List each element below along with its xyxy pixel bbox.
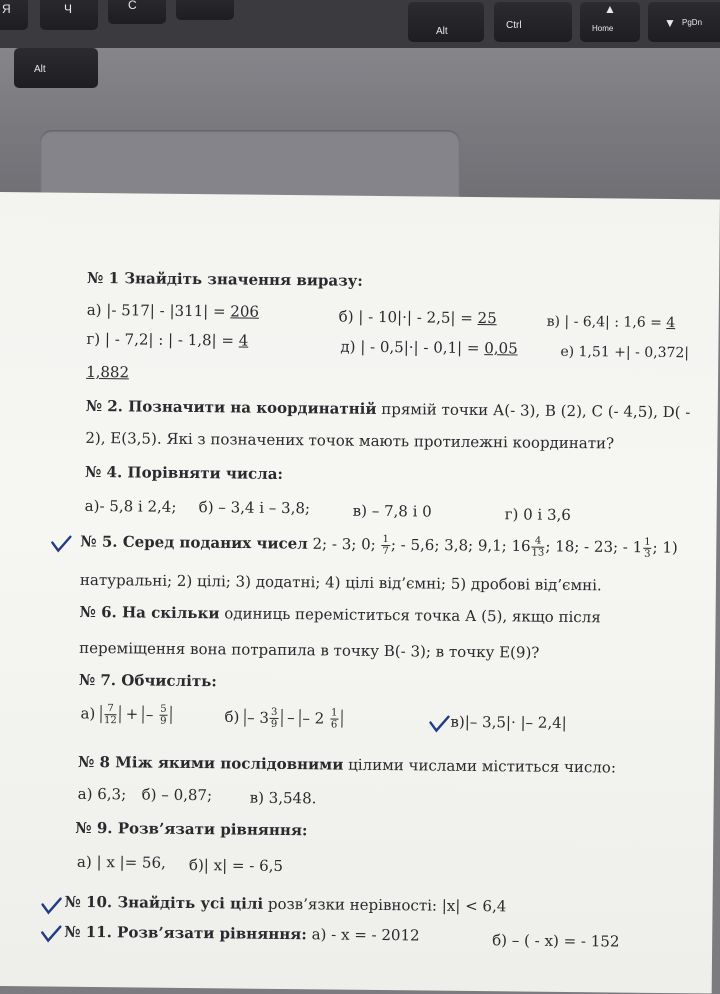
arrow-up-icon: ▲ (604, 2, 616, 16)
task-1-d-answer: 0,05 (484, 339, 518, 358)
task-7-title: № 7. Обчисліть: (78, 670, 217, 691)
task-9-title: № 9. Розв’язати рівняння: (75, 818, 308, 840)
task-6-line-2: переміщення вона потрапила в точку В(- 3); в точку Е(9)? (79, 638, 540, 662)
task-7-v: в)|– 3,5|· |– 2,4| (450, 712, 567, 732)
task-11-b: б) – ( - x) = - 152 (492, 931, 620, 951)
key-ch[interactable]: Ч (40, 0, 98, 30)
task-2-line-1: № 2. Позначити на координатній прямій точки А(- 3), В (2), С (- 4,5), D( - (85, 396, 691, 422)
task-1-v: в) | - 6,4| : 1,6 = 4 (546, 313, 676, 332)
task-4-b: б) – 3,4 і – 3,8; (198, 498, 311, 518)
task-6-line-1: № 6. На скільки одиниць переміститься точка А (5), якщо після (79, 602, 601, 627)
key-alt-left[interactable]: Alt (14, 48, 98, 88)
key-alt-right[interactable]: Alt (408, 2, 484, 42)
task-4-g: г) 0 і 3,6 (504, 505, 571, 524)
task-7-b: б) – 3 $\frac{3}{9}$ – – 2 $\frac{1}{6}$ (224, 706, 342, 730)
key-pgdn[interactable]: ▼ PgDn (648, 2, 720, 42)
task-1-e-answer: 1,882 (86, 362, 130, 382)
key-s[interactable]: С (108, 0, 166, 24)
checkmark-icon (50, 535, 72, 553)
arrow-down-icon: ▼ (664, 16, 676, 30)
checkmark-icon (40, 924, 62, 942)
task-1-title: № 1 Знайдіть значення виразу: (87, 268, 363, 290)
keyboard-row (0, 0, 720, 48)
task-1-b: б) | - 10|·| - 2,5| = 25 (338, 307, 497, 328)
task-1-e: е) 1,51 +| - 0,372| (560, 343, 690, 362)
fraction-1-3: $\frac{1}{3}$ (644, 536, 651, 560)
task-1-g-answer: 4 (238, 331, 249, 350)
task-9-a: а) | x |= 56, (76, 852, 166, 872)
task-9-b: б)| x| = - 6,5 (188, 856, 284, 875)
task-4-title: № 4. Порівняти числа: (84, 462, 284, 483)
task-2-line-2: 2), Е(3,5). Які з позначених точок мають протилежні координати? (85, 428, 615, 453)
task-10-line: № 10. Знайдіть усі цілі розв’язки нерівності: |x| < 6,4 (64, 892, 507, 916)
worksheet-paper (0, 192, 720, 993)
task-8-v: в) 3,548. (249, 788, 317, 808)
key-ctrl[interactable]: Ctrl (494, 2, 572, 42)
task-1-a: а) |- 517| - |311| = 206 (86, 300, 260, 321)
checkmark-icon (40, 896, 62, 914)
task-1-d: д) | - 0,5|·| - 0,1| = 0,05 (340, 337, 518, 358)
fraction-4-13: $\frac{4}{13}$ (531, 535, 545, 559)
task-4-a: а)- 5,8 і 2,4; (84, 496, 177, 516)
task-1-g: г) | - 7,2| : | - 1,8| = 4 (86, 329, 249, 350)
key-ya[interactable]: Я (0, 0, 28, 30)
checkmark-icon (428, 715, 450, 733)
task-11-line: № 11. Розв’язати рівняння: а) - x = - 2012 (64, 922, 420, 945)
laptop-body (0, 0, 720, 200)
task-1-a-answer: 206 (230, 302, 260, 321)
task-5-line-1: № 5. Серед поданих чисел 2; - 3; 0; $\frac{1}{7}$ ; - 5,6; 3,8; 9,1; 16 $\frac{4}{13}$ ; 18; - 23; - 1 $\frac{1}{3}$ ; 1) (80, 532, 678, 560)
task-5-line-2: натуральні; 2) цілі; 3) додатні; 4) цілі від’ємні; 5) дробові від’ємні. (79, 570, 602, 595)
task-1-b-answer: 25 (477, 309, 497, 328)
key-home[interactable]: ▲ Home (580, 2, 640, 42)
task-1-v-answer: 4 (666, 314, 676, 332)
fraction-1-7: $\frac{1}{7}$ (382, 534, 389, 558)
key-m[interactable] (176, 0, 234, 20)
task-8-a: а) 6,3; (77, 784, 127, 804)
task-8-line-1: № 8 Між якими послідовними цілими числами міститься число: (77, 752, 617, 777)
task-7-a: а) $\frac{7}{12}$ + – $\frac{5}{9}$ (80, 703, 171, 727)
task-4-v: в) – 7,8 і 0 (352, 501, 432, 521)
task-8-b: б) – 0,87; (141, 785, 213, 805)
